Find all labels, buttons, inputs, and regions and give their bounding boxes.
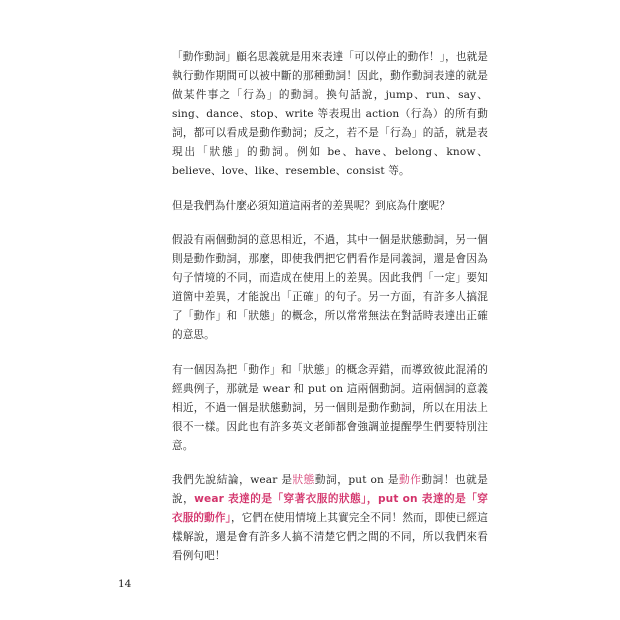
highlight-wear-put-on-summary: wear 表達的是「穿著衣服的狀態」，put on 表達的是「穿衣服的動作」 — [172, 493, 488, 524]
conclusion-text-2: 動詞，put on 是 — [314, 474, 400, 486]
conclusion-text-1: 我們先說結論，wear 是 — [172, 474, 293, 486]
paragraph-synonym-difference: 假設有兩個動詞的意思相近，不過，其中一個是狀態動詞，另一個則是動作動詞，那麼，即使我們把它們看作是同義詞，還是會因為句子情境的不同，而造成在使用上的差異。因此我們「一定」要知道箇中差異，才能說出「正確」的句子。另一方面，有許多人搞混了「動作」和「狀態」的概念，所以常常無法在對話時表達出正確的意思。 — [172, 234, 488, 341]
highlight-state: 狀態 — [292, 474, 315, 486]
paragraph-conclusion — [172, 471, 488, 566]
paragraph-action-verb-definition: 「動作動詞」顧名思義就是用來表達「可以停止的動作！」，也就是執行動作期間可以被中斷的那種動詞！因此，動作動詞表達的就是做某件事之「行為」的動詞。換句話說，jump、run、say、sing、dance、stop、write 等表現出 action（行為）的所有動詞，都可以看成是動作動詞；反之，若不是「行為」的話，就是表現出「狀態」的動詞。例如 be、have、belong、know、believe、love、like、resemble、consist 等。 — [172, 51, 488, 177]
page-number: 14 — [118, 578, 132, 590]
conclusion-text-3: 動詞！也就是說， — [172, 474, 488, 505]
paragraph-wear-put-on-example: 有一個因為把「動作」和「狀態」的概念弄錯，而導致彼此混淆的經典例子，那就是 wear 和 put on 這兩個動詞。這兩個詞的意義相近，不過一個是狀態動詞，另一個則是動作動詞，所以在用法上很不一樣。因此也有許多英文老師都會強調並提醒學生們要特別注意。 — [172, 363, 488, 452]
page-body — [172, 48, 488, 582]
conclusion-text-4: ，它們在使用情境上其實完全不同！然而，即使已經這樣解說，還是會有許多人搞不清楚它們之間的不同，所以我們來看看例句吧！ — [172, 512, 488, 562]
paragraph-question: 但是我們為什麼必須知道這兩者的差異呢？到底為什麼呢？ — [172, 199, 451, 212]
highlight-action: 動作 — [399, 474, 422, 486]
